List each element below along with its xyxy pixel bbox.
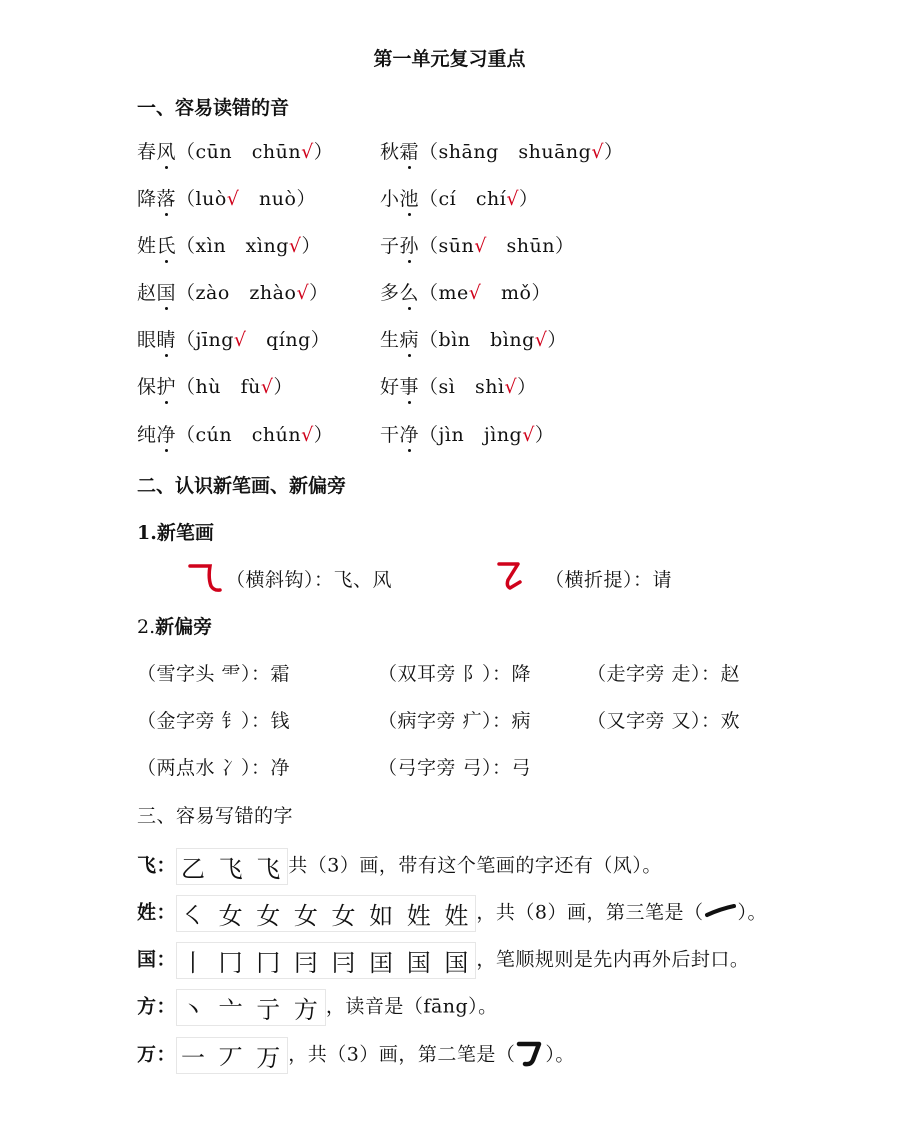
- heng-stroke-icon: [704, 901, 738, 926]
- radical-item: （双耳旁 阝）：降: [378, 663, 532, 685]
- word: 降落: [137, 188, 177, 210]
- writing-row: [137, 848, 662, 885]
- char-label: 国：: [137, 948, 177, 971]
- word: 干净: [380, 424, 420, 446]
- char-label: 姓：: [137, 901, 177, 924]
- check-mark: √: [506, 188, 519, 210]
- check-mark: √: [534, 329, 548, 351]
- pinyin-options: （cí chí√）: [419, 188, 539, 210]
- pinyin-row-left-5: [137, 325, 330, 352]
- radical-item: （走字旁 走）：赵: [587, 663, 741, 685]
- word: 保护: [137, 376, 177, 398]
- pinyin-options: （hù fù√）: [176, 376, 294, 398]
- stroke-order: 丨 冂 冂 冃 冃 囯 国 国: [176, 942, 476, 979]
- pinyin-options: （shāng shuāng√）: [419, 141, 624, 163]
- pinyin-options: （jīng√ qíng）: [176, 329, 331, 351]
- radical-item: （雪字头 ⻗）：霜: [137, 663, 291, 685]
- new-radicals-number: 2.: [137, 616, 156, 638]
- pinyin-row-left-7: [137, 420, 333, 447]
- pinyin-options: （cún chún√）: [176, 424, 334, 446]
- hengzhegou-stroke-icon: [515, 1038, 545, 1073]
- pinyin-options: （me√ mǒ）: [419, 282, 551, 304]
- radical-item: （又字旁 又）：欢: [587, 710, 741, 732]
- pinyin-row-left-2: [137, 184, 316, 211]
- writing-row: [137, 1037, 575, 1074]
- pinyin-row-left-4: [137, 278, 329, 305]
- radical-item: （病字旁 疒）：病: [378, 710, 532, 732]
- stroke-order: 一 丆 万: [176, 1037, 288, 1074]
- new-strokes-heading: 1.新笔画: [137, 522, 214, 544]
- radical-item: （金字旁 钅）：钱: [137, 710, 291, 732]
- pinyin-row-left-6: [137, 372, 293, 399]
- word: 赵国: [137, 282, 177, 304]
- radical-item: （弓字旁 弓）：弓: [378, 757, 532, 779]
- stroke2-desc: （横折提）：请: [545, 569, 673, 591]
- check-mark: √: [260, 376, 274, 398]
- check-mark: √: [301, 424, 314, 446]
- check-mark: √: [468, 282, 482, 304]
- writing-text: ，读音是（fāng）。: [325, 995, 498, 1018]
- hengxiegou-stroke-icon: [186, 560, 222, 598]
- writing-row: [137, 942, 749, 979]
- pinyin-options: （xìn xìng√）: [176, 235, 321, 257]
- writing-row: [137, 989, 498, 1026]
- pinyin-row-right-3: [380, 231, 574, 258]
- pinyin-row-right-2: [380, 184, 538, 211]
- word: 多么: [380, 282, 420, 304]
- word: 秋霜: [380, 141, 420, 163]
- check-mark: √: [474, 235, 487, 257]
- stroke-order: 乙 飞 飞: [176, 848, 288, 885]
- pinyin-options: （zào zhào√）: [176, 282, 329, 304]
- stroke1-desc: （横斜钩）：飞、风: [226, 569, 393, 591]
- check-mark: √: [233, 329, 247, 351]
- pinyin-options: （sūn√ shūn）: [419, 235, 575, 257]
- pinyin-row-right-6: [380, 372, 537, 399]
- section2-heading: 二、认识新笔画、新偏旁: [137, 475, 347, 497]
- pinyin-row-right-7: [380, 420, 554, 447]
- check-mark: √: [504, 376, 518, 398]
- word: 春风: [137, 141, 177, 163]
- pinyin-row-right-4: [380, 278, 551, 305]
- check-mark: √: [296, 282, 310, 304]
- writing-text-end: ）。: [545, 1043, 575, 1066]
- pinyin-row-right-5: [380, 325, 567, 352]
- char-label: 飞：: [137, 854, 177, 877]
- pinyin-options: （luò√ nuò）: [176, 188, 316, 210]
- writing-text: ，笔顺规则是先内再外后封口。: [476, 948, 750, 971]
- writing-text: ，共（3）画，第二笔是（: [288, 1043, 516, 1066]
- word: 子孙: [380, 235, 420, 257]
- stroke-order: 丶 亠 亍 方: [176, 989, 326, 1026]
- writing-text-end: ）。: [737, 901, 768, 924]
- word: 生病: [380, 329, 420, 351]
- radical-item: （两点水 冫）：净: [137, 757, 291, 779]
- stroke-order: ㇛ 女 女 女 女 如 姓 姓: [176, 895, 476, 932]
- hengzheti-stroke-icon: [494, 558, 524, 598]
- pinyin-options: （jìn jìng√）: [419, 424, 555, 446]
- writing-row: [137, 895, 767, 932]
- section1-heading: 一、容易读错的音: [137, 97, 290, 119]
- pinyin-row-left-1: [137, 137, 333, 164]
- char-label: 万：: [137, 1043, 177, 1066]
- check-mark: √: [301, 141, 314, 163]
- new-radicals-label: 新偏旁: [155, 616, 213, 638]
- word: 眼睛: [137, 329, 177, 351]
- word: 好事: [380, 376, 420, 398]
- pinyin-row-right-1: [380, 137, 623, 164]
- word: 小池: [380, 188, 420, 210]
- check-mark: √: [226, 188, 240, 210]
- check-mark: √: [288, 235, 302, 257]
- char-label: 方：: [137, 995, 177, 1018]
- section3-heading: 三、容易写错的字: [137, 805, 294, 827]
- pinyin-options: （sì shì√）: [419, 376, 537, 398]
- writing-text: 共（3）画，带有这个笔画的字还有（风）。: [288, 854, 662, 877]
- pinyin-options: （bìn bìng√）: [419, 329, 567, 351]
- check-mark: √: [591, 141, 604, 163]
- pinyin-row-left-3: [137, 231, 321, 258]
- word: 姓氏: [137, 235, 177, 257]
- new-radicals-heading: [137, 612, 212, 639]
- writing-text: ，共（8）画，第三笔是（: [476, 901, 704, 924]
- page-title: 第一单元复习重点: [373, 48, 526, 70]
- word: 纯净: [137, 424, 177, 446]
- check-mark: √: [522, 424, 535, 446]
- pinyin-options: （cūn chūn√）: [176, 141, 334, 163]
